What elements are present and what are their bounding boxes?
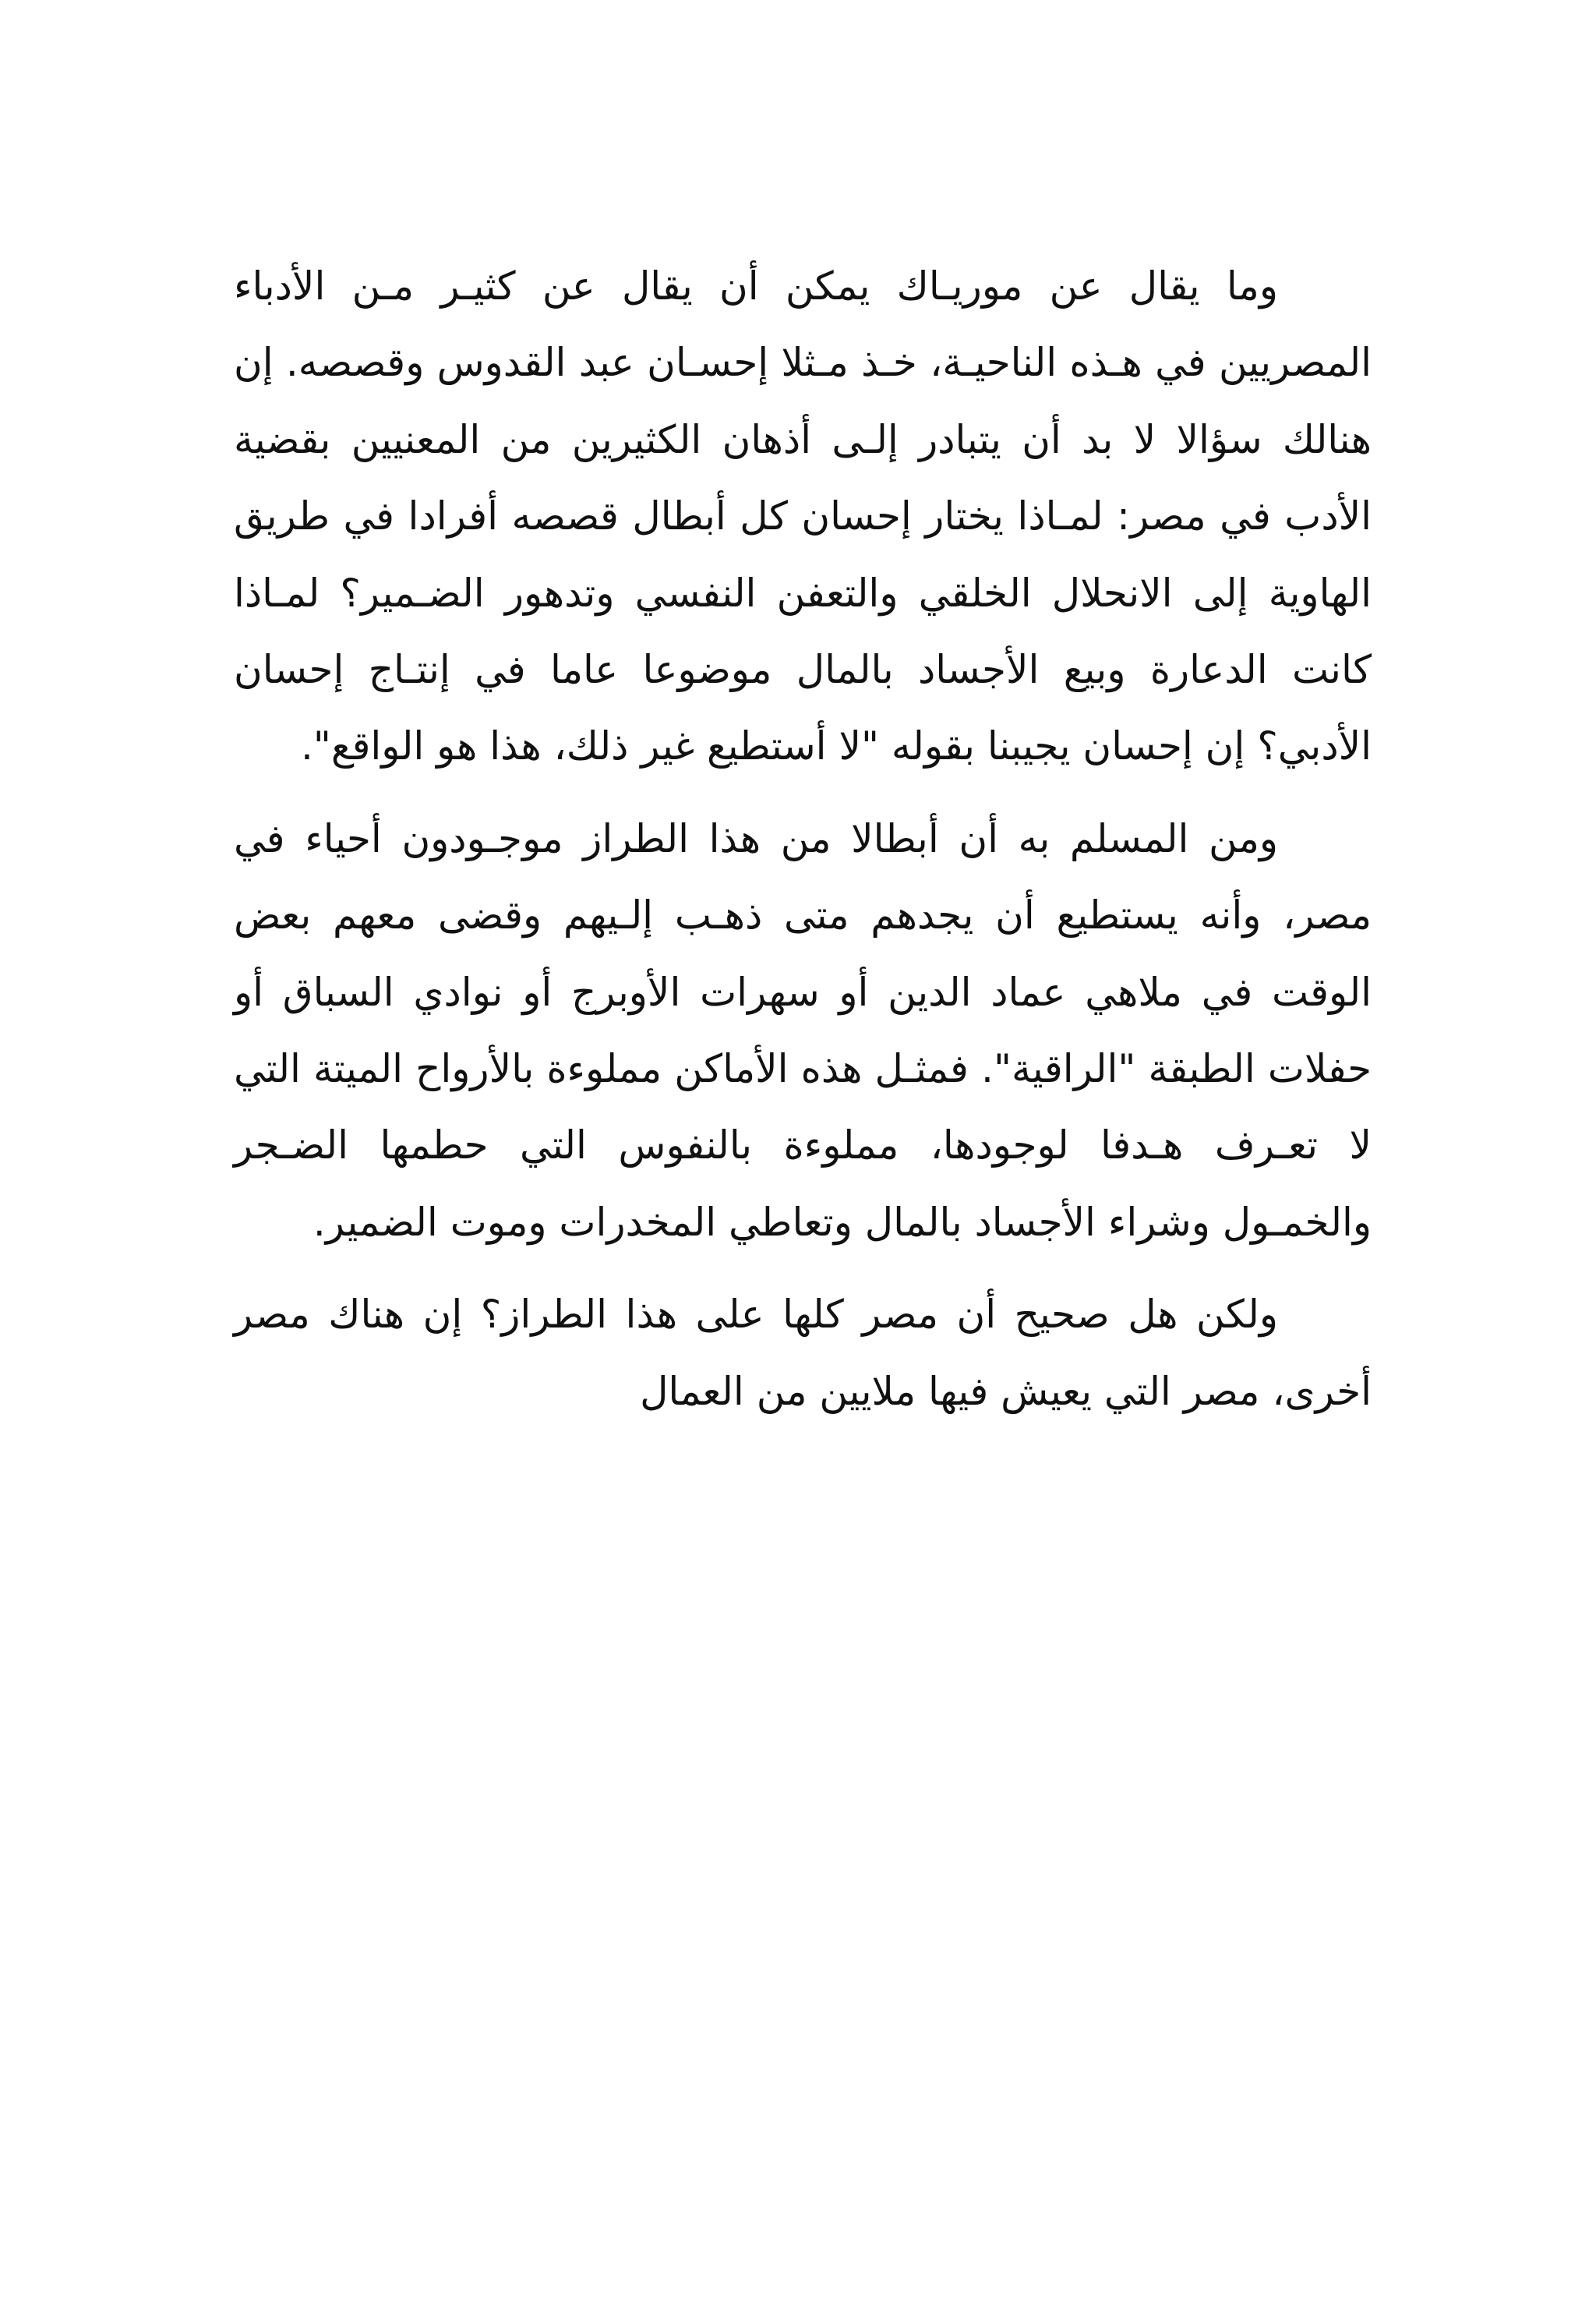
body-text bbox=[234, 248, 1372, 1430]
paragraph-1: وما يقال عن موريـاك يمكن أن يقال عن كثيـر مـن الأدباء المصريين في هـذه الناحيـة، خـذ مـثلا إحسـان عبد القدوس وقصصه. إن هنالك سؤالا لا بد أن يتبادر إلـى أذهان الكثيرين من المعنيين بقضية الأدب في مصر: لمـاذا يختار إحسان كل أبطال قصصه أفرادا في طريق الهاوية إلى الانحلال الخلقي والتعفن النفسي وتدهور الضـمير؟ لمـاذا كانت الدعارة وبيع الأجساد بالمال موضوعا عاما في إنتـاج إحسان الأدبي؟ إن إحسان يجيبنا بقوله "لا أستطيع غير ذلك، هذا هو الواقع". bbox=[234, 263, 1372, 769]
paragraph-2: ومن المسلم به أن أبطالا من هذا الطراز موجـودون أحياء في مصر، وأنه يستطيع أن يجدهم متى ذهـب إلـيهم وقضى معهم بعض الوقت في ملاهي عماد الدين أو سهرات الأوبرج أو نوادي السباق أو حفلات الطبقة "الراقية". فمثـل هذه الأماكن مملوءة بالأرواح الميتة التي لا تعـرف هـدفا لوجودها، مملوءة بالنفوس التي حطمها الضـجر والخمـول وشراء الأجساد بالمال وتعاطي المخدرات وموت الضمير. bbox=[234, 815, 1372, 1245]
paragraph-3: ولكن هل صحيح أن مصر كلها على هذا الطراز؟ إن هناك مصر أخرى، مصر التي يعيش فيها ملايين من العمال bbox=[234, 1292, 1372, 1414]
